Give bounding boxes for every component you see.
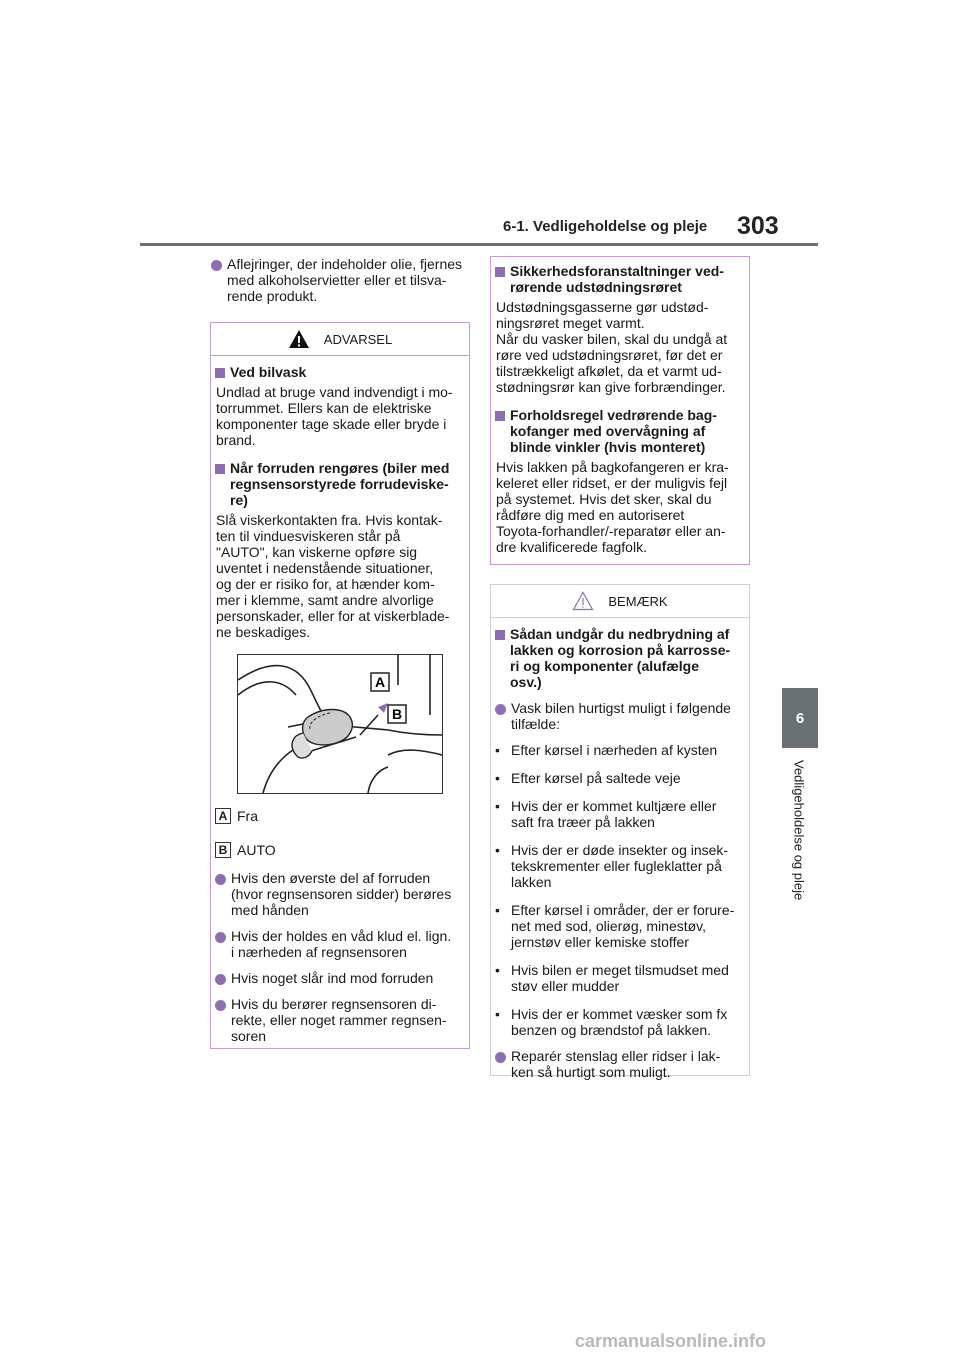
section-square-icon (495, 630, 505, 640)
warning-heading-4: Forholdsregel vedrørende bag- kofanger med overvågning af blinde vinkler (hvis monteret) (495, 407, 741, 455)
bullet-dot-icon (495, 1052, 506, 1063)
notice-header (491, 585, 749, 618)
notice-title: BEMÆRK (608, 593, 668, 609)
chapter-side-title: Vedligeholdelse og pleje (791, 760, 807, 901)
legend-item-b: B AUTO (215, 842, 461, 858)
section-square-icon (215, 368, 225, 378)
page-number: 303 (737, 212, 779, 240)
legend-item-a: A Fra (215, 808, 461, 824)
section-title: 6-1. Vedligeholdelse og pleje (503, 218, 708, 235)
warning-heading-3: Sikkerhedsforanstaltninger ved- rørende udstødningsrøret (495, 263, 741, 295)
list-item: • Efter kørsel i områder, der er forure- net med sod, olierøg, minestøv, jernstøv eller kemiske stoffer (495, 902, 735, 950)
intro-bullet (211, 256, 473, 304)
wiper-switch-figure (237, 654, 443, 794)
wiper-switch-illustration (238, 655, 442, 793)
figure-label-a: A (374, 674, 386, 690)
warning-continued-box (490, 256, 750, 565)
header-rule (140, 243, 818, 246)
bullet-dot-icon (215, 1000, 226, 1011)
warning-heading-1: Ved bilvask (215, 364, 461, 380)
bullet-dot-icon (495, 704, 506, 715)
warning-title: ADVARSEL (323, 331, 393, 347)
warning-bullet: Hvis den øverste del af forruden (hvor regnsensoren sidder) berøres med hånden (215, 870, 461, 918)
warning-bullet: Hvis der holdes en våd klud el. lign. i nærheden af regnsensoren (215, 928, 461, 960)
warning-text-4: Hvis lakken på bagkofangeren er kra- keleret eller ridset, er der muligvis fejl på systemet. Hvis det sker, skal du rådføre dig med en autoriseret Toyota-forhandler/-reparatør eller an- dre kvalificerede fagfolk. (496, 459, 729, 555)
warning-text-1: Undlad at bruge vand indvendigt i mo- torrummet. Ellers kan de elektriske komponenter tage skade eller bryde i brand. (216, 384, 453, 448)
notice-bullet: Reparér stenslag eller ridser i lak- ken så hurtigt som muligt. (495, 1048, 741, 1080)
warning-text-3: Udstødningsgasserne gør udstød- ningsrøret meget varmt. Når du vasker bilen, skal du undgå at røre ved udstødningsrøret, før det er tilstrækkeligt afkølet, da et varmt ud- stødningsrør kan give forbrændinger. (496, 299, 728, 395)
warning-text-2: Slå viskerkontakten fra. Hvis kontak- ten til vinduesviskeren står på "AUTO", kan viskerne opføre sig uventet i nedenstående situationer, og der er risiko for, at hænder kom- mer i klemme, samt andre alvorlige personskader, eller for at viskerblade- ne beskadiges. (216, 512, 450, 640)
warning-bullet: Hvis du berører regnsensoren di- rekte, eller noget rammer regnsen- soren (215, 996, 461, 1044)
warning-triangle-icon (288, 329, 310, 349)
bullet-dot-icon (211, 260, 222, 271)
notice-heading: Sådan undgår du nedbrydning af lakken og korrosion på karrosse- ri og komponenter (alufælge osv.) (495, 626, 741, 690)
warning-box (210, 322, 470, 1049)
notice-bullet: Vask bilen hurtigst muligt i følgende tilfælde: (495, 700, 741, 732)
caution-triangle-icon (572, 591, 594, 611)
warning-heading-2: Når forruden rengøres (biler med regnsensorstyrede forrudeviske- re) (215, 460, 461, 508)
list-item: • Hvis der er kommet væsker som fx benzen og brændstof på lakken. (495, 1006, 728, 1038)
section-square-icon (495, 267, 505, 277)
figure-label-b: B (391, 706, 403, 722)
list-item: • Hvis der er døde insekter og insek- tekskrementer eller fugleklatter på lakken (495, 842, 729, 890)
section-square-icon (495, 411, 505, 421)
chapter-tab: 6 (782, 688, 818, 748)
watermark: carmanualsonline.info (575, 1331, 767, 1351)
list-item: • Hvis bilen er meget tilsmudset med støv eller mudder (495, 962, 729, 994)
warning-header (211, 323, 469, 356)
list-item: • Hvis der er kommet kultjære eller saft fra træer på lakken (495, 798, 717, 830)
notice-box (490, 584, 750, 1080)
bullet-dot-icon (215, 974, 226, 985)
bullet-dot-icon (215, 932, 226, 943)
bullet-dot-icon (215, 874, 226, 885)
list-item: • Efter kørsel i nærheden af kysten (495, 742, 718, 758)
warning-bullet: Hvis noget slår ind mod forruden (215, 970, 461, 986)
list-item: • Efter kørsel på saltede veje (495, 770, 681, 786)
intro-text: Aflejringer, der indeholder olie, fjernes med alkoholservietter eller et tilsva- rende produkt. (227, 256, 463, 304)
section-square-icon (215, 464, 225, 474)
